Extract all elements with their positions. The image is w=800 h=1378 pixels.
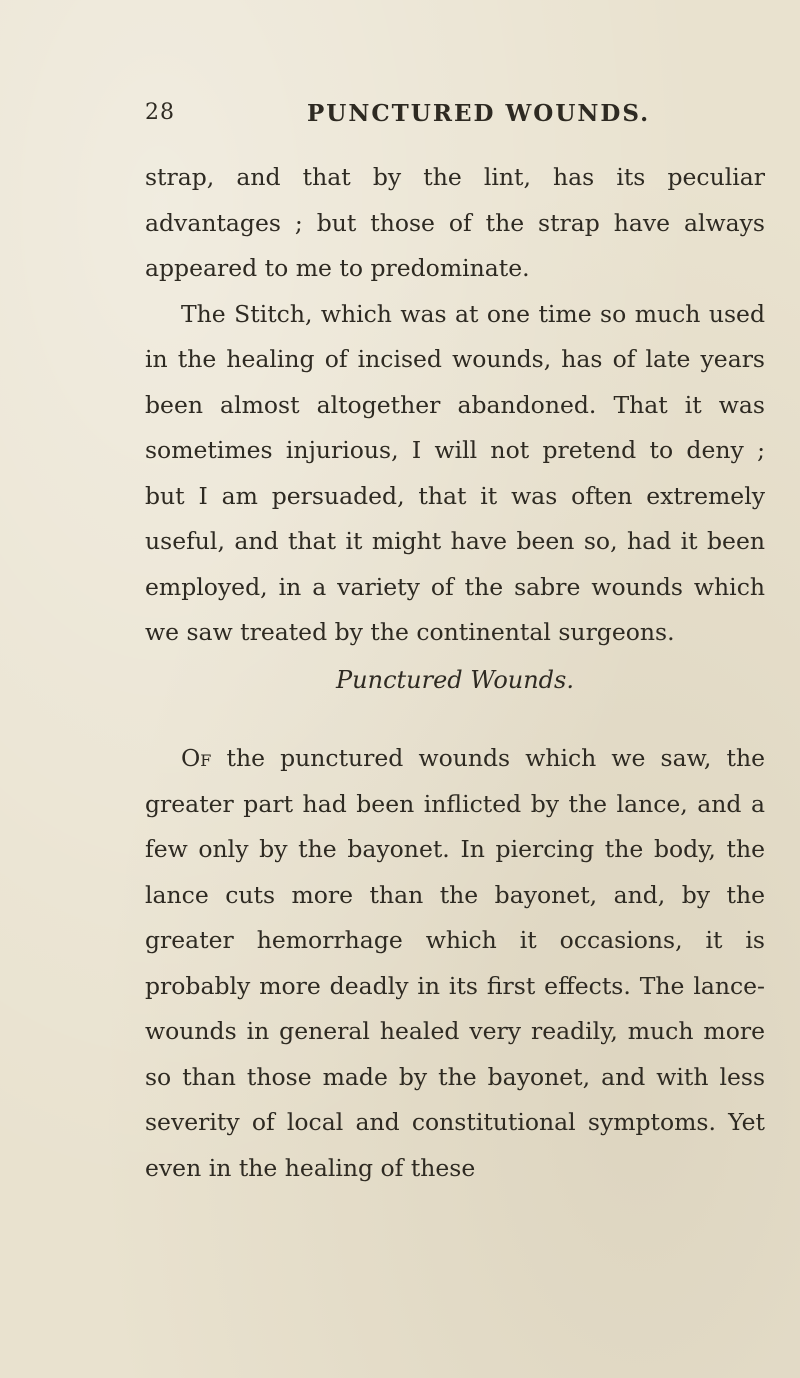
paragraph-continued-text: strap, and that by the lint, has its peculiar advantages ; but those of the strap have always appeared to me to predominate. [145,163,765,282]
paragraph-punctured [145,736,765,1191]
paragraph-continued [145,155,765,656]
section-heading: Punctured Wounds. [336,666,574,694]
paragraph-punctured-text: the punctured wounds which we saw, the greater part had been inflicted by the lance, and a few only by the bayonet. In piercing the body, the lance cuts more than the bayonet, and, by the greater hemorrhage which it occasions, it is probably more deadly in its first effects. The lance-wounds in general healed very readily, much more so than those made by the bayonet, and with less severity of local and constitutional symptoms. Yet even in the healing of these [145,744,765,1182]
paragraph-stitch-text: The Stitch, which was at one time so much used in the healing of incised wounds, has of late years been almost altogether abandoned. That it was sometimes injurious, I will not pretend to deny ; but I am persuaded, that it was often extremely useful, and that it might have been so, had it been employed, in a variety of the sabre wounds which we saw treated by the continental surgeons. [145,299,765,646]
lead-in-word: Of [181,744,212,772]
page-number: 28 [145,100,175,125]
running-head [145,100,730,140]
running-title: PUNCTURED WOUNDS. [307,100,651,127]
